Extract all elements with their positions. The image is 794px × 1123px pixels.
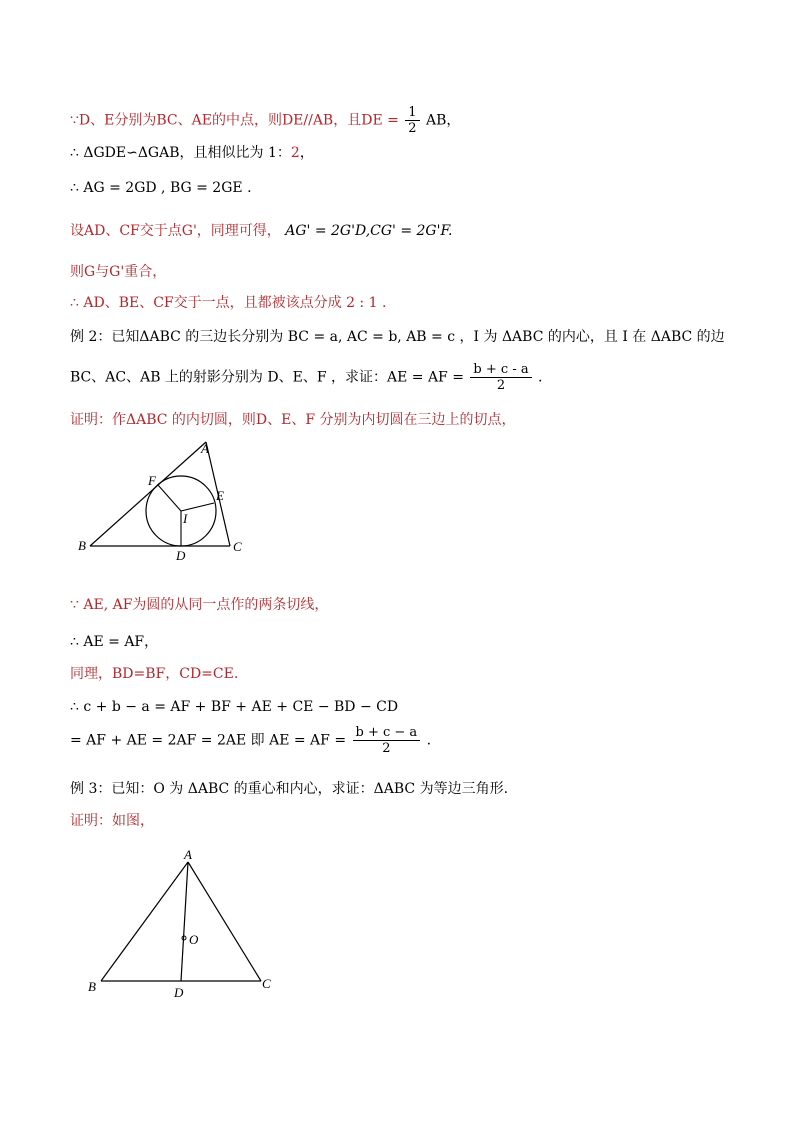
line-11: ∴ AE = AF，: [70, 634, 159, 650]
label-a: A: [184, 847, 192, 862]
line-1-text-b: AB，: [426, 112, 461, 129]
line-6: ∴ AD、BE、CF交于一点，且都被该点分成 2 : 1 .: [70, 295, 387, 311]
line-15: 例 3：已知：O 为 ΔABC 的重心和内心，求证：ΔABC 为等边三角形.: [70, 781, 509, 797]
line-8-text-a: BC、AC、AB 上的射影分别为 D、E、F ，求证：AE = AF =: [70, 369, 464, 386]
line-10: ∵ AE, AF为圆的从同一点作的两条切线，: [70, 597, 329, 613]
fraction-denominator: 2: [408, 121, 417, 136]
fraction-denominator: 2: [382, 741, 391, 756]
line-9: 证明：作ΔABC 的内切圆，则D、E、F 分别为内切圆在三边上的切点，: [70, 412, 516, 428]
radius-if: [158, 485, 181, 511]
triangle-side-ab: [101, 862, 188, 981]
line-14: [70, 725, 431, 756]
line-16: 证明：如图，: [70, 813, 154, 829]
line-8-text-b: .: [538, 369, 543, 386]
figure-incircle-triangle: [75, 440, 255, 565]
label-b: B: [88, 979, 96, 994]
fraction-half: [405, 105, 419, 136]
line-4: [70, 221, 452, 241]
label-d: D: [176, 548, 186, 563]
fraction-numerator: b + c − a: [353, 725, 421, 741]
label-b: B: [78, 538, 86, 553]
median-ad: [181, 862, 188, 981]
line-8: [70, 362, 543, 393]
line-13: ∴ c + b − a = AF + BF + AE + CE − BD − CD: [70, 699, 399, 715]
label-e: E: [216, 488, 224, 503]
line-4-text-b: AG' = 2G'D,CG' = 2G'F.: [285, 223, 453, 239]
line-14-text-a: = AF + AE = 2AF = 2AE 即 AE = AF =: [70, 732, 347, 749]
triangle-side-ab: [90, 442, 206, 546]
line-2-text-b: 2: [290, 145, 300, 161]
triangle-side-ac: [188, 862, 261, 981]
line-4-text-a: 设AD、CF交于点G'，同理可得，: [70, 223, 281, 239]
radius-ie: [181, 503, 214, 511]
label-o: O: [189, 932, 199, 947]
label-f: F: [148, 473, 156, 488]
line-1-text-a: ∵D、E分别为BC、AE的中点，则DE//AB，且DE =: [70, 112, 399, 129]
line-5: 则G与G'重合，: [70, 264, 167, 280]
fraction-bca: [470, 362, 531, 393]
label-i: I: [183, 511, 188, 526]
fraction-numerator: 1: [405, 105, 419, 121]
line-14-text-b: .: [426, 732, 432, 749]
line-7: 例 2：已知ΔABC 的三边长分别为 BC = a, AC = b, AB = c ，I 为 ΔABC 的内心，且 I 在 ΔABC 的边: [70, 329, 725, 345]
line-3: ∴ AG = 2GD , BG = 2GE .: [70, 180, 252, 196]
label-a: A: [201, 441, 209, 456]
figure-centroid-triangle: [80, 845, 280, 1000]
label-d: D: [174, 985, 184, 1000]
fraction-bca-2: [353, 725, 421, 756]
line-2-text-a: ∴ ΔGDE∽ΔGAB，且相似比为 1：: [70, 145, 291, 161]
line-2-text-c: ，: [299, 145, 314, 161]
label-c: C: [262, 976, 271, 991]
line-2: [70, 143, 314, 163]
fraction-denominator: 2: [496, 378, 506, 393]
label-c: C: [233, 539, 242, 554]
line-1: [70, 105, 460, 136]
line-12: 同理，BD=BF，CD=CE.: [70, 666, 239, 682]
fraction-numerator: b + c - a: [470, 362, 531, 378]
